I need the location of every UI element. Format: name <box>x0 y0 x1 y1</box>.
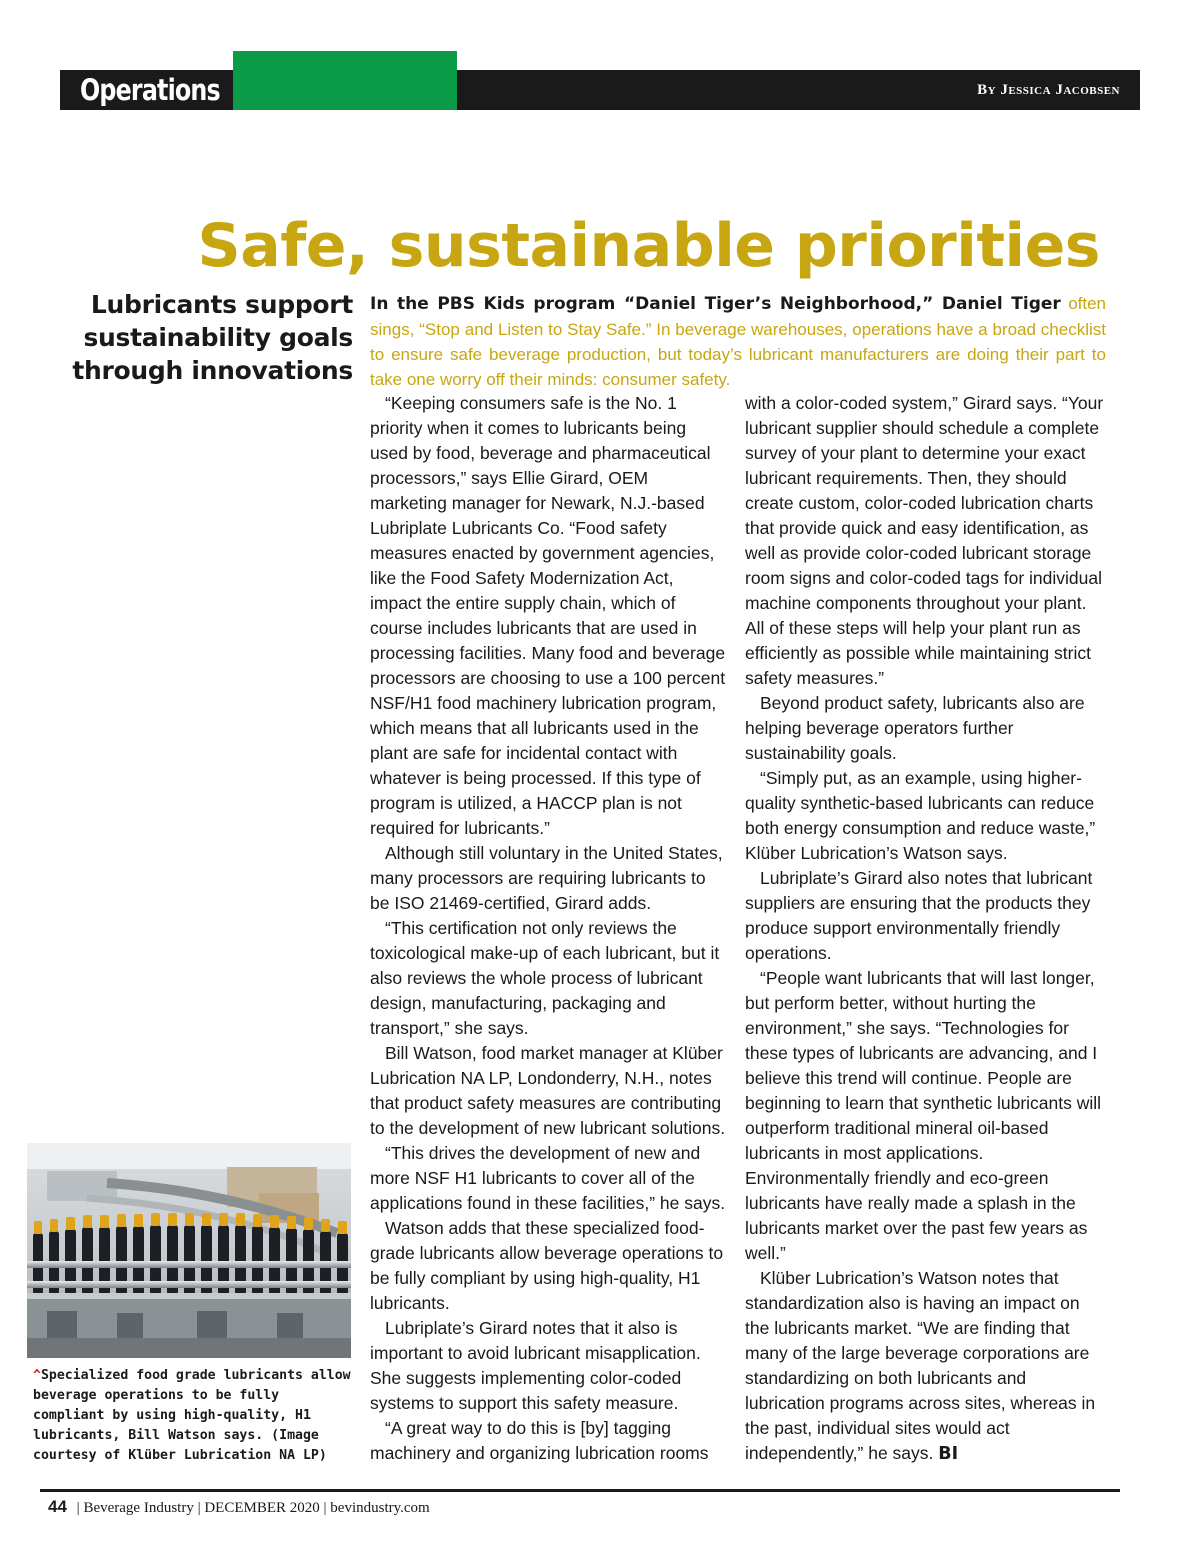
section-label: Operations <box>80 73 220 107</box>
separator: | <box>76 1500 80 1516</box>
deck-subtitle: Lubricants support sustainability goals through innovations <box>72 290 353 385</box>
paragraph: Bill Watson, food market manager at Klüber Lubrication NA LP, Londonderry, N.H., notes that product safety measures are contributing to the development of new lubricant solutions. <box>370 1043 726 1138</box>
paragraph: Watson adds that these specialized food-grade lubricants allow beverage operations to be fully compliant by using high-quality, H1 lubricants. <box>370 1218 724 1313</box>
separator: | <box>323 1500 327 1516</box>
paragraph: “Simply put, as an example, using higher-quality synthetic-based lubricants can reduce both energy consumption and reduce waste,” Klüber Lubrication’s Watson says. <box>745 768 1096 863</box>
footer-rule <box>40 1489 1120 1492</box>
website: bevindustry.com <box>330 1500 430 1516</box>
paragraph: Although still voluntary in the United States, many processors are requiring lubricants to be ISO 21469-certified, Girard adds. <box>370 843 723 913</box>
byline: By Jessica Jacobsen <box>977 82 1120 98</box>
bottling-line-photo <box>27 1143 351 1358</box>
paragraph: Lubriplate’s Girard also notes that lubricant suppliers are ensuring that the products they produce support environmentally friendly operations. <box>745 868 1093 963</box>
intro-rest: often sings, “Stop and Listen to Stay Safe.” In beverage warehouses, operations have a broad checklist to ensure safe beverage production, but today’s lubricant manufacturers are doing their part to take one worry off their minds: consumer safety. <box>370 294 1106 389</box>
footer <box>48 1497 430 1517</box>
body-column-2 <box>745 391 1105 1467</box>
issue-date: DECEMBER 2020 <box>204 1500 320 1516</box>
paragraph: “Keeping consumers safe is the No. 1 priority when it comes to lubricants being used by food, beverage and pharmaceutical processors,” says Ellie Girard, OEM marketing manager for Newark, N.J.-based Lubriplate Lubricants Co. “Food safety measures enacted by government agencies, like the Food Safety Modernization Act, impact the entire supply chain, which of course includes lubricants that are used in processing facilities. Many food and beverage processors are choosing to use a 100 percent NSF/H1 food machinery lubrication program, which means that all lubricants used in the plant are safe for incidental contact with whatever is being processed. If this type of program is utilized, a HACCP plan is not required for lubricants.” <box>370 393 726 838</box>
paragraph: “This drives the development of new and more NSF H1 lubricants to cover all of the applications found in these facilities,” he says. <box>370 1143 726 1213</box>
publication-name: Beverage Industry <box>83 1500 194 1516</box>
caption-text: Specialized food grade lubricants allow beverage operations to be fully compliant by using high-quality, H1 lubricants, Bill Watson says. (Image courtesy of Klüber Lubrication NA LP) <box>33 1368 351 1463</box>
paragraph: “A great way to do this is [by] tagging machinery and organizing lubrication rooms <box>370 1418 709 1463</box>
paragraph: Lubriplate’s Girard notes that it also is important to avoid lubricant misapplication. She suggests implementing color-coded systems to support this safety measure. <box>370 1318 701 1413</box>
headline: Safe, sustainable priorities <box>197 211 1100 281</box>
end-mark: BI <box>938 1444 959 1464</box>
intro-paragraph <box>370 291 1106 392</box>
paragraph: Beyond product safety, lubricants also are helping beverage operators further sustainability goals. <box>745 693 1085 763</box>
photo-caption <box>33 1366 353 1466</box>
final-text: Klüber Lubrication’s Watson notes that standardization also is having an impact on the lubricants market. “We are finding that many of the large beverage corporations are standardizing on both lubricants and lubrication programs across sites, whereas in the past, individual sites would act independently,” he says. <box>745 1268 1096 1463</box>
intro-lead: In the PBS Kids program “Daniel Tiger’s Neighborhood,” Daniel Tiger <box>370 294 1061 314</box>
body-column-1 <box>370 391 726 1466</box>
separator: | <box>197 1500 201 1516</box>
paragraph: “People want lubricants that will last longer, but perform better, without hurting the environment,” she says. “Technologies for these types of lubricants are advancing, and I believe this trend will continue. People are beginning to learn that synthetic lubricants will outperform traditional mineral oil-based lubricants in most applications. Environmentally friendly and eco-green lubricants have really made a splash in the lubricants market over the past few years as well.” <box>745 968 1102 1263</box>
paragraph-final <box>745 1266 1105 1467</box>
section-color-block <box>233 51 457 110</box>
paragraph: “This certification not only reviews the toxicological make-up of each lubricant, but it also reviews the whole process of lubricant design, manufacturing, packaging and transport,” she says. <box>370 918 720 1038</box>
caption-marker-icon: ^ <box>33 1368 41 1383</box>
page-number: 44 <box>48 1497 67 1516</box>
paragraph-continued: with a color-coded system,” Girard says. “Your lubricant supplier should schedule a complete survey of your plant to determine your exact lubricant requirements. Then, they should create custom, color-coded lubrication charts that provide quick and easy identification, as well as provide color-coded lubricant storage room signs and color-coded tags for individual machine components throughout your plant. All of these steps will help your plant run as efficiently as possible while maintaining strict safety measures.” <box>745 393 1104 688</box>
